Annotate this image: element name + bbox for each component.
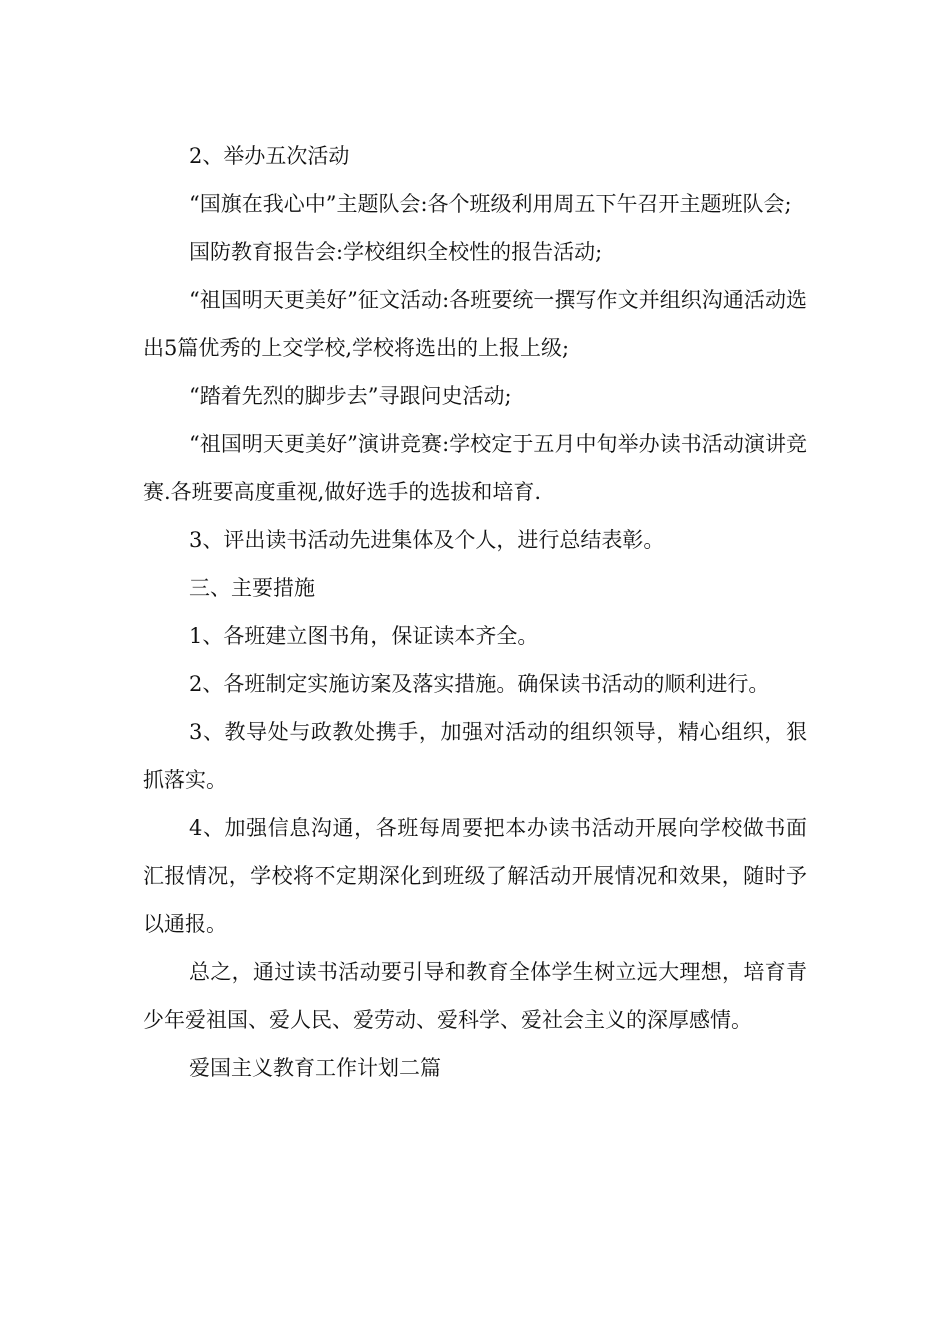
paragraph-defense-report: 国防教育报告会:学校组织全校性的报告活动; [189,240,603,264]
document-body [143,132,807,1092]
paragraph-flag-meeting: “国旗在我心中”主题队会:各个班级利用周五下午召开主题班队会; [189,192,792,216]
paragraph-measure-1: 1、各班建立图书角，保证读本齐全。 [189,624,539,648]
paragraph-awards: 3、评出读书活动先进集体及个人，进行总结表彰。 [189,528,665,552]
section-heading-measures: 三、主要措施 [189,576,315,600]
paragraph-summary: 总之，通过读书活动要引导和教育全体学生树立远大理想，培育青少年爱祖国、爱人民、爱劳动、爱科学、爱社会主义的深厚感情。 [143,960,807,1032]
paragraph-measure-4: 4、加强信息沟通，各班每周要把本办读书活动开展向学校做书面汇报情况，学校将不定期深化到班级了解活动开展情况和效果，随时予以通报。 [143,816,807,936]
paragraph-martyrs-activity: “踏着先烈的脚步去”寻跟问史活动; [189,384,512,408]
paragraph-speech-contest: “祖国明天更美好”演讲竞赛:学校定于五月中旬举办读书活动演讲竞赛.各班要高度重视,做好选手的选拔和培育. [143,432,807,504]
paragraph-measure-3: 3、教导处与政教处携手，加强对活动的组织领导，精心组织，狠抓落实。 [143,720,807,792]
next-document-title: 爱国主义教育工作计划二篇 [189,1056,441,1080]
paragraph-activities-heading: 2、举办五次活动 [189,144,350,168]
paragraph-essay-activity: “祖国明天更美好”征文活动:各班要统一撰写作文并组织沟通活动选出5篇优秀的上交学校,学校将选出的上报上级; [143,288,807,360]
paragraph-measure-2: 2、各班制定实施访案及落实措施。确保读书活动的顺利进行。 [189,672,770,696]
